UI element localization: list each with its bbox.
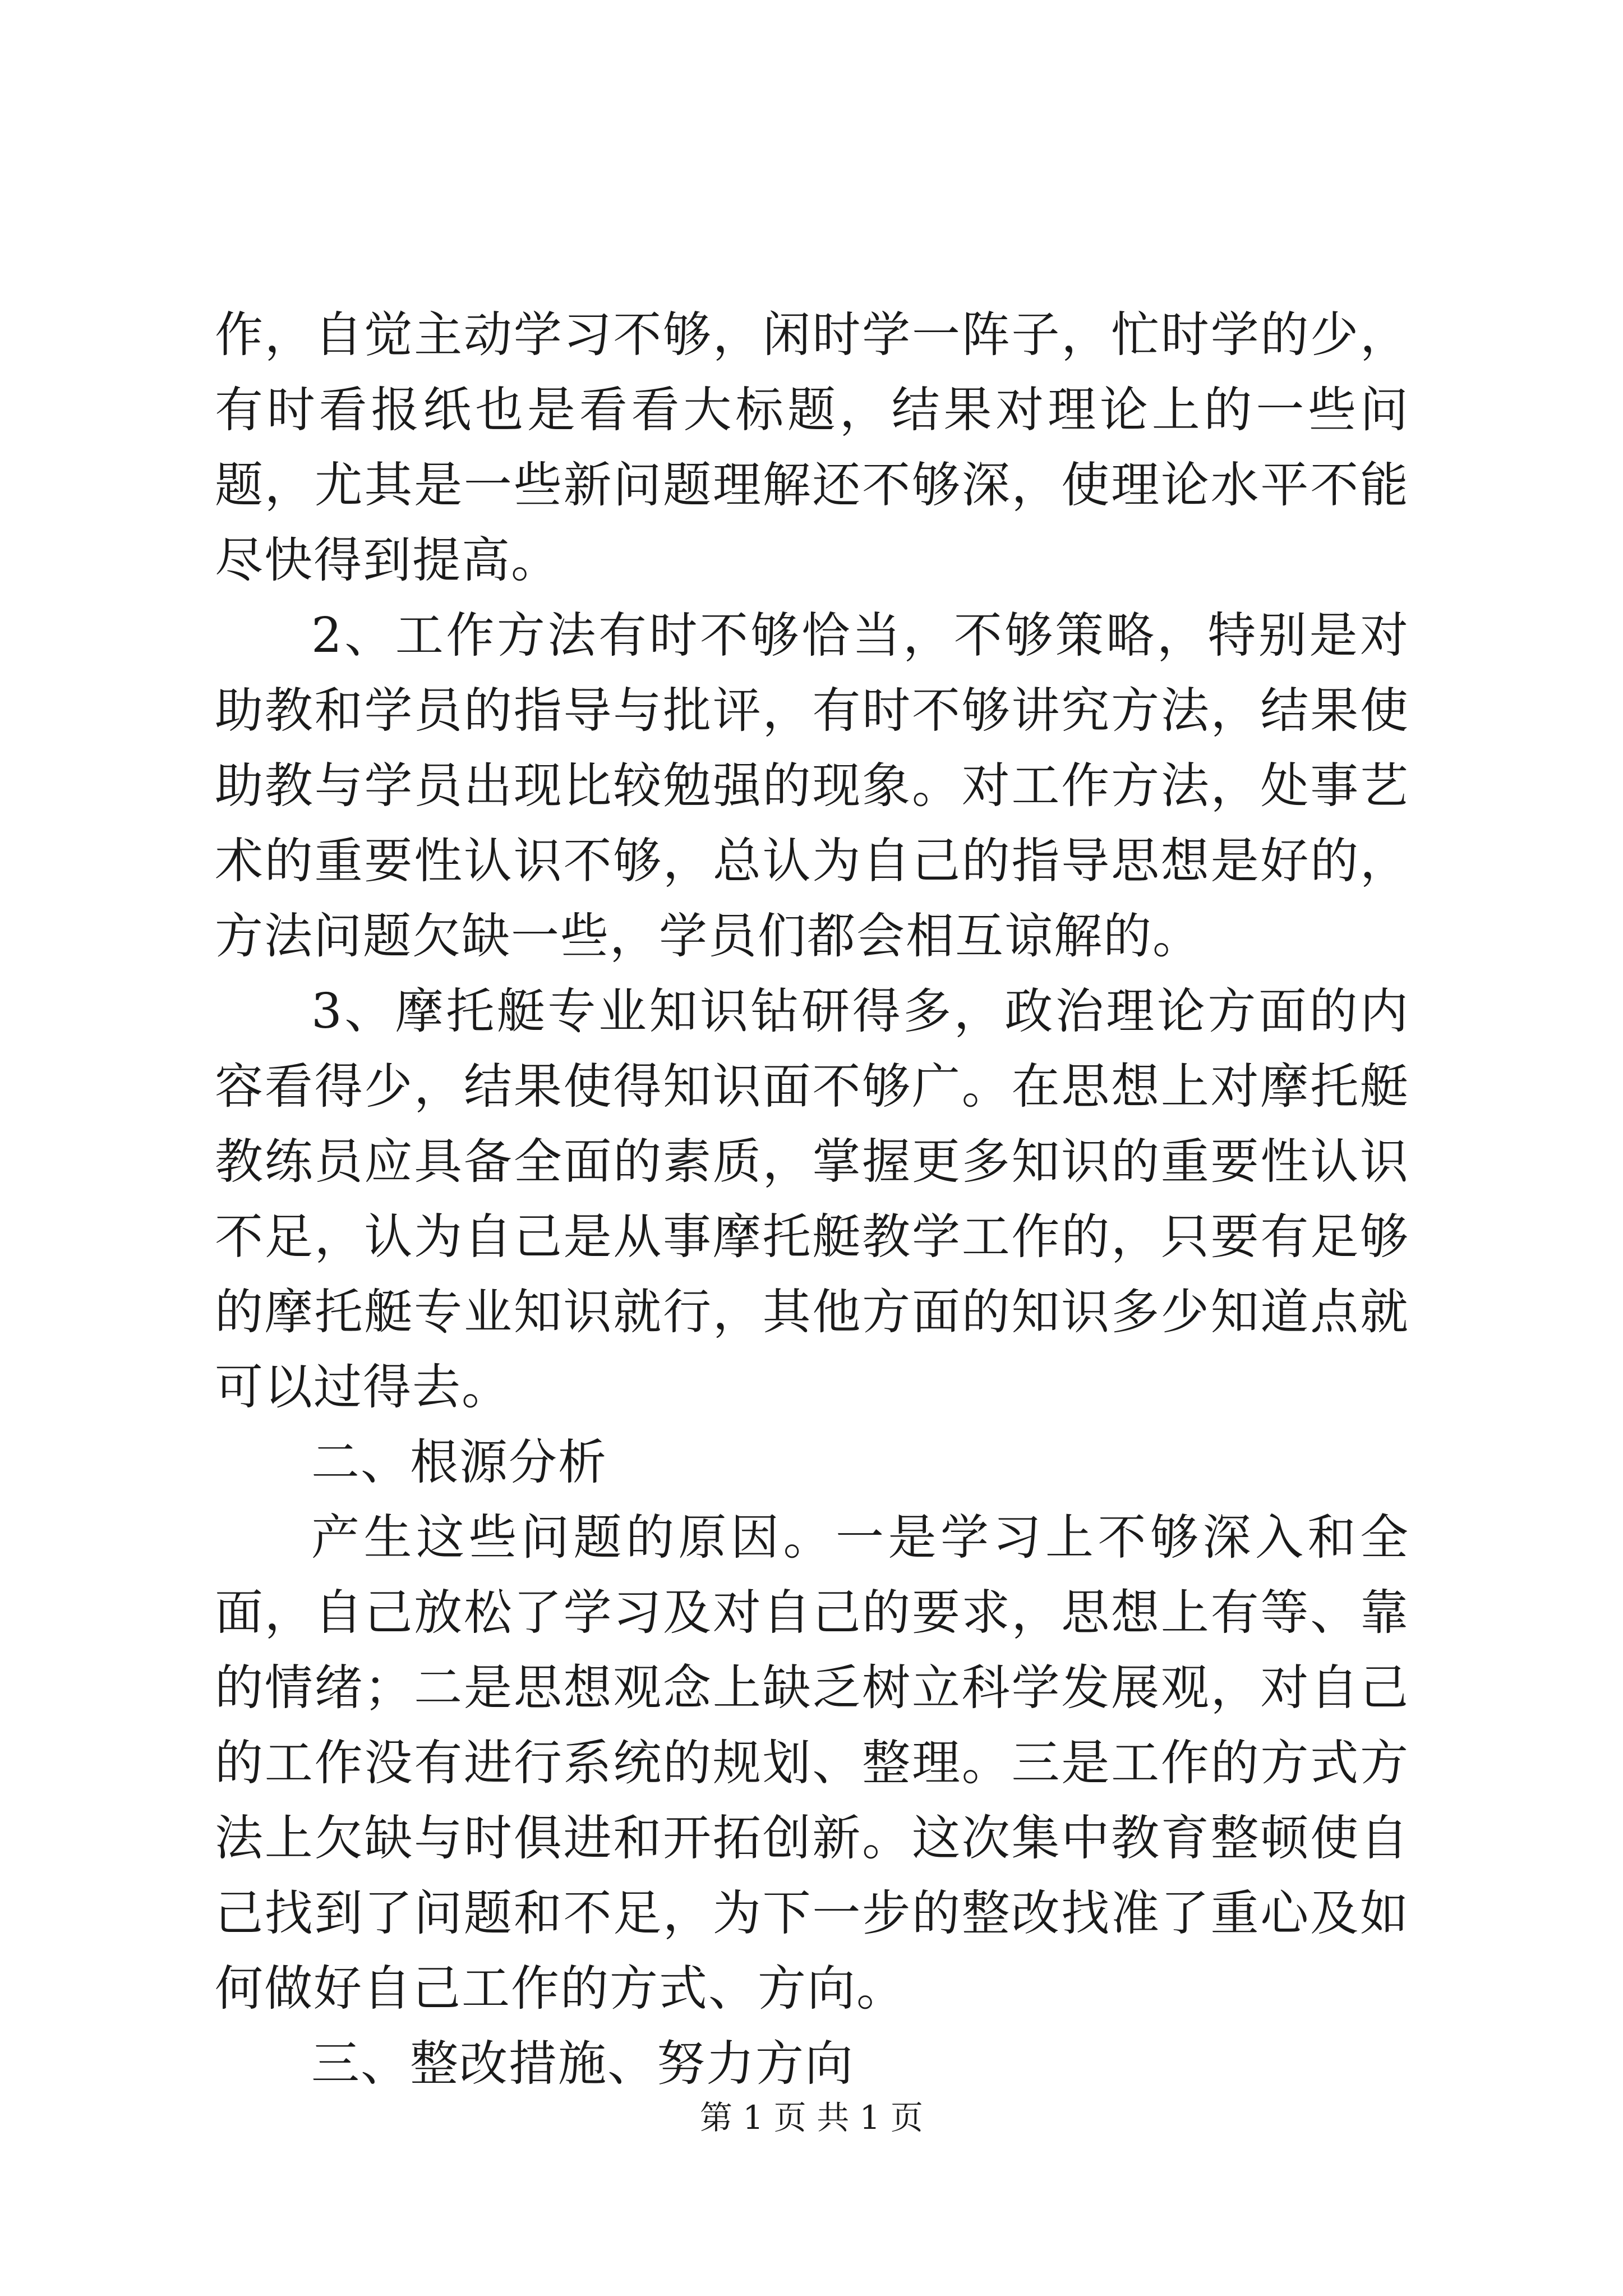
section-heading-root-cause: 二、根源分析 bbox=[311, 1434, 607, 1490]
paragraph-item-2: 2、工作方法有时不够恰当，不够策略，特别是对助教和学员的指导与批评，有时不够讲究方法，结果使助教与学员出现比较勉强的现象。对工作方法，处事艺术的重要性认识不够，总认为自己的指导思想是好的，方法问题欠缺一些，学员们都会相互谅解的。 bbox=[215, 608, 1409, 964]
document-body bbox=[215, 297, 1409, 2101]
paragraph-root-cause: 产生这些问题的原因。一是学习上不够深入和全面，自己放松了学习及对自己的要求，思想上有等、靠的情绪；二是思想观念上缺乏树立科学发展观，对自己的工作没有进行系统的规划、整理。三是工作的方式方法上欠缺与时俱进和开拓创新。这次集中教育整顿使自己找到了问题和不足，为下一步的整改找准了重心及如何做好自己工作的方式、方向。 bbox=[215, 1510, 1409, 2017]
paragraph-continuation: 作，自觉主动学习不够，闲时学一阵子，忙时学的少，有时看报纸也是看看大标题，结果对理论上的一些问题，尤其是一些新问题理解还不够深，使理论水平不能尽快得到提高。 bbox=[215, 307, 1409, 588]
page-footer: 第 1 页 共 1 页 bbox=[700, 2099, 923, 2137]
section-heading-measures: 三、整改措施、努力方向 bbox=[311, 2036, 854, 2092]
paragraph-item-3: 3、摩托艇专业知识钻研得多，政治理论方面的内容看得少，结果使得知识面不够广。在思想上对摩托艇教练员应具备全面的素质，掌握更多知识的重要性认识不足，认为自己是从事摩托艇教学工作的，只要有足够的摩托艇专业知识就行，其他方面的知识多少知道点就可以过得去。 bbox=[215, 983, 1409, 1415]
